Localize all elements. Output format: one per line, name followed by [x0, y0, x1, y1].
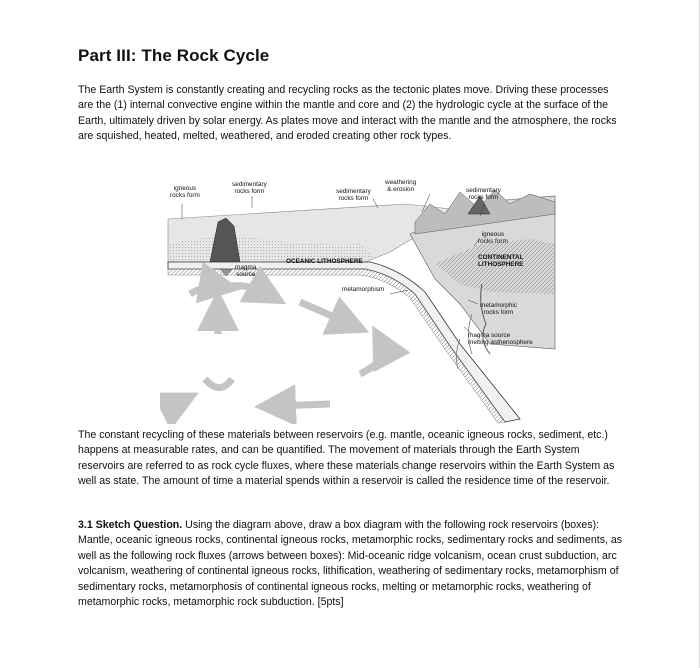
rock-cycle-illustration — [160, 174, 560, 424]
label-sedimentary-right: sedimentary rocks form — [466, 187, 501, 202]
label-sedimentary-mid: sedimentary rocks form — [336, 188, 371, 203]
label-metamorphism: metamorphism — [342, 286, 385, 293]
label-weathering: weathering & erosion — [385, 179, 417, 194]
label-continental-lithosphere: CONTINENTAL LITHOSPHERE — [478, 254, 524, 269]
intro-paragraph: The Earth System is constantly creating and recycling rocks as the tectonic plates move. Driving these processes are the (1) internal convective engine within the mantle and core and (2) the hydrologic cycle at the surface of the Earth, ultimately driven by solar energy. As plates move and interact with the mantle and the atmosphere, the rocks are squished, heated, melted, weathered, and eroded creating other rock types. — [78, 84, 617, 143]
label-sedimentary-left: sedimentary rocks form — [232, 181, 267, 196]
rock-cycle-diagram — [160, 174, 560, 424]
section-title: Part III: The Rock Cycle — [78, 46, 270, 65]
label-magma-source-left: magma source — [235, 264, 257, 279]
label-metamorphic-rocks: metamorphic rocks form — [480, 302, 517, 317]
question-title: 3.1 Sketch Question. — [78, 519, 183, 531]
question-body: Using the diagram above, draw a box diagram with the following rock reservoirs (boxes): Mantle, oceanic igneous rocks, continental igneous rocks, metamorphic rocks, sedimentary rocks and sediments, as well as the following rock fluxes (arrows between boxes): Mid-oceanic ridge volcanism, ocean crust subduction, arc volcanism, weathering of continental igneous rocks, lithification, weathering of sedimentary rocks, metamorphism of sedimentary rocks, metamorphosis of continental igneous rocks, melting or metamorphic rocks, weathering of metamorphic rocks, metamorphic rock subduction. [5pts] — [78, 519, 623, 609]
label-magma-source-right: magma source melting asthenosphere — [468, 332, 533, 347]
sketch-question — [78, 518, 626, 610]
label-oceanic-lithosphere: OCEANIC LITHOSPHERE — [286, 258, 363, 265]
fluxes-paragraph: The constant recycling of these materials between reservoirs (e.g. mantle, oceanic igneous rocks, sediment, etc.) happens at measurable rates, and can be quantified. The movement of materials through the Earth System reservoirs are referred to as rock cycle fluxes, where these materials change reservoirs within the Earth System as well as state. The amount of time a material spends within a reservoir is called the residence time of the reservoir. — [78, 429, 615, 488]
label-igneous-right: igneous rocks form — [478, 231, 508, 246]
label-igneous-left: igneous rocks form — [170, 185, 200, 200]
